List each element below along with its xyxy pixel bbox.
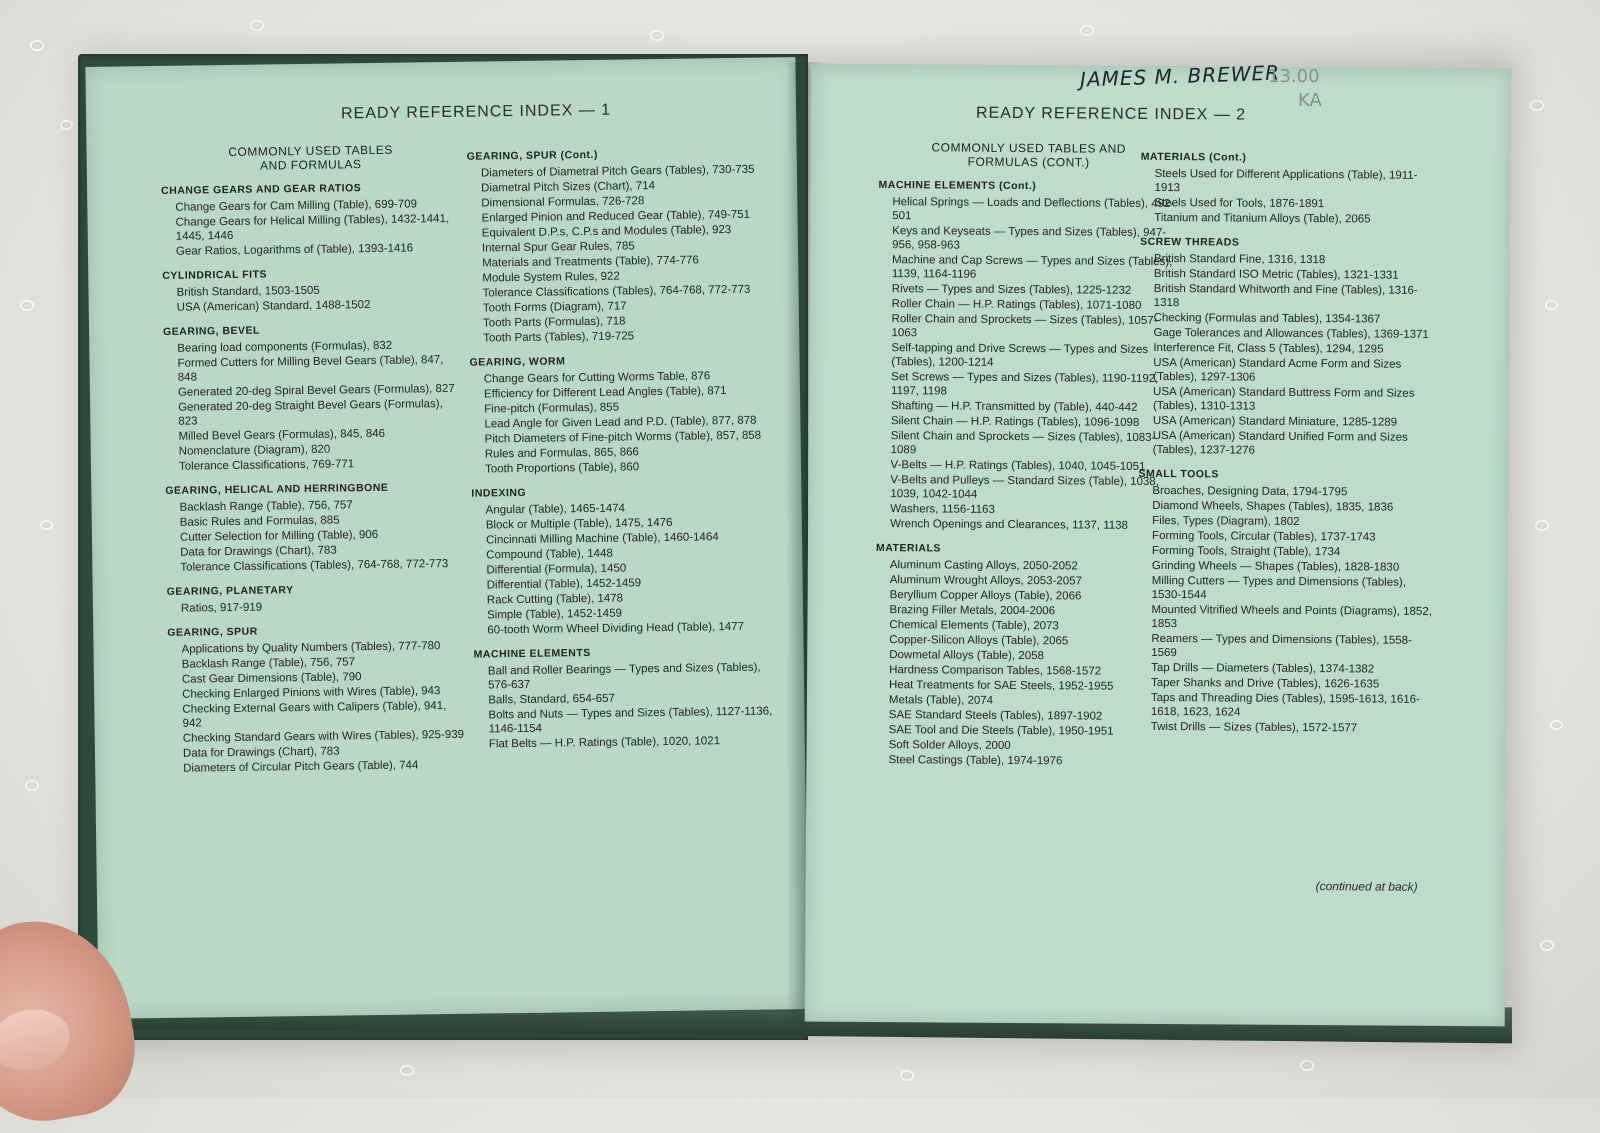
eyelet-decoration [1530, 100, 1544, 111]
index-entry: USA (American) Standard Unified Form and Sizes (Tables), 1237-1276 [1152, 429, 1408, 457]
section-heading: MACHINE ELEMENTS (Cont.) [878, 179, 1037, 193]
index-entry: Taps and Threading Dies (Tables), 1595-1613, 1616-1618, 1623, 1624 [1150, 691, 1420, 719]
index-entry: V-Belts and Pulleys — Standard Sizes (Table), 1038, 1039, 1042-1044 [890, 474, 1159, 501]
eyelet-decoration [20, 300, 34, 311]
index-entry: Diameters of Circular Pitch Gears (Table), 744 [183, 759, 419, 775]
index-entry: Diametral Pitch Sizes (Chart), 714 [481, 180, 656, 195]
section-heading: SMALL TOOLS [1138, 467, 1219, 481]
index-entry: Angular (Table), 1465-1474 [485, 502, 626, 517]
index-entry: Data for Drawings (Chart), 783 [180, 544, 337, 559]
index-entry: Forming Tools, Straight (Table), 1734 [1151, 544, 1341, 559]
index-entry: Balls, Standard, 654-657 [488, 692, 615, 707]
index-entry: Brazing Filler Metals, 2004-2006 [889, 604, 1056, 618]
index-entry: Diamond Wheels, Shapes (Tables), 1835, 1836 [1152, 499, 1394, 514]
index-entry: Dimensional Formulas, 726-728 [481, 195, 645, 210]
index-entry: Checking Standard Gears with Wires (Tables), 925-939 [182, 728, 465, 745]
eyelet-decoration [250, 20, 264, 31]
index-entry: Steels Used for Different Applications (Table), 1911-1913 [1154, 167, 1418, 195]
index-entry: Rivets — Types and Sizes (Tables), 1225-1232 [891, 283, 1132, 297]
index-entry: Tooth Parts (Tables), 719-725 [483, 330, 635, 345]
pencil-price: 13.00 [1268, 66, 1320, 87]
index-entry: Backlash Range (Table), 756, 757 [179, 499, 353, 514]
index-entry: Simple (Table), 1452-1459 [487, 607, 623, 622]
index-entry: Self-tapping and Drive Screws — Types and Sizes (Tables), 1200-1214 [891, 342, 1149, 369]
index-entry: Cincinnati Milling Machine (Table), 1460-1464 [485, 531, 719, 547]
index-entry: Pitch Diameters of Fine-pitch Worms (Table), 857, 858 [484, 429, 762, 446]
index-entry: Taper Shanks and Drive (Tables), 1626-1635 [1150, 676, 1380, 691]
index-entry: Generated 20-deg Straight Bevel Gears (Formulas), 823 [178, 398, 443, 428]
index-entry: Formed Cutters for Milling Bevel Gears (Table), 847, 848 [177, 354, 444, 384]
index-entry: Gear Ratios, Logarithms of (Table), 1393-1416 [175, 242, 414, 258]
index-entry: Internal Spur Gear Rules, 785 [481, 240, 635, 255]
index-entry: Tooth Proportions (Table), 860 [484, 461, 640, 476]
index-entry: Basic Rules and Formulas, 885 [179, 514, 340, 529]
right-page [805, 64, 1512, 1027]
index-entry: Module System Rules, 922 [482, 270, 620, 285]
eyelet-decoration [650, 30, 664, 41]
right-column-2 [1137, 140, 1441, 737]
index-entry: Metals (Table), 2074 [888, 694, 994, 707]
index-entry: Data for Drawings (Chart), 783 [182, 745, 340, 760]
index-entry: USA (American) Standard Miniature, 1285-1289 [1152, 414, 1398, 429]
index-entry: Lead Angle for Given Lead and P.D. (Table), 877, 878 [484, 414, 757, 431]
index-entry: British Standard Fine, 1316, 1318 [1153, 252, 1326, 267]
index-entry: Roller Chain and Sprockets — Sizes (Tables), 1057-1063 [891, 313, 1158, 340]
handwritten-signature: JAMES M. BREWER [1079, 60, 1281, 92]
index-entry: Helical Springs — Loads and Deflections (Tables), 492-501 [892, 196, 1175, 223]
index-entry: Silent Chain and Sprockets — Sizes (Tables), 1083-1089 [890, 430, 1156, 457]
index-entry: Shafting — H.P. Transmitted by (Table), 440-442 [890, 400, 1138, 414]
index-entry: Generated 20-deg Spiral Bevel Gears (Formulas), 827 [177, 382, 455, 399]
index-entry: Interference Fit, Class 5 (Tables), 1294, 1295 [1153, 341, 1384, 356]
index-entry: Materials and Treatments (Table), 774-776 [482, 254, 699, 270]
section-heading: MATERIALS (Cont.) [1140, 150, 1247, 164]
section-heading: GEARING, SPUR [167, 625, 258, 639]
index-entry: Wrench Openings and Clearances, 1137, 1138 [890, 518, 1129, 532]
index-entry: USA (American) Standard, 1488-1502 [176, 299, 371, 314]
index-entry: Checking Enlarged Pinions with Wires (Table), 943 [182, 685, 441, 701]
index-entry: USA (American) Standard Buttress Form and Sizes (Tables), 1310-1313 [1152, 385, 1415, 413]
index-entry: Rules and Formulas, 865, 866 [484, 446, 639, 461]
index-entry: Copper-Silicon Alloys (Table), 2065 [889, 634, 1069, 648]
index-entry: Milling Cutters — Types and Dimensions (Tables), 1530-1544 [1151, 574, 1406, 602]
index-entry: Twist Drills — Sizes (Tables), 1572-1577 [1150, 720, 1358, 735]
index-entry: Set Screws — Types and Sizes (Tables), 1190-1192, 1197, 1198 [891, 371, 1159, 398]
index-entry: Applications by Quality Numbers (Tables), 777-780 [181, 640, 441, 656]
index-entry: Tolerance Classifications (Tables), 764-768, 772-773 [180, 557, 449, 574]
index-entry: Mounted Vitrified Wheels and Points (Diagrams), 1852, 1853 [1151, 603, 1432, 631]
index-entry: Enlarged Pinion and Reduced Gear (Table), 749-751 [481, 208, 751, 225]
section-heading: MATERIALS [875, 542, 941, 555]
index-entry: Change Gears for Helical Milling (Tables), 1432-1441, 1445, 1446 [175, 212, 450, 243]
index-entry: Steels Used for Tools, 1876-1891 [1154, 196, 1325, 211]
index-entry: Equivalent D.P.s, C.P.s and Modules (Table), 923 [481, 224, 732, 240]
index-entry: Tap Drills — Diameters (Tables), 1374-1382 [1151, 661, 1375, 676]
section-heading: SCREW THREADS [1140, 235, 1240, 249]
index-entry: SAE Standard Steels (Tables), 1897-1902 [888, 709, 1103, 723]
section-heading: MACHINE ELEMENTS [473, 647, 591, 661]
index-entry: British Standard Whitworth and Fine (Tables), 1316-1318 [1153, 282, 1418, 310]
index-entry: Checking External Gears with Calipers (Table), 941, 942 [182, 700, 447, 730]
index-entry: Milled Bevel Gears (Formulas), 845, 846 [178, 427, 386, 443]
index-entry: Cast Gear Dimensions (Table), 790 [181, 671, 362, 686]
index-entry: Steel Castings (Table), 1974-1976 [888, 754, 1063, 768]
index-entry: Checking (Formulas and Tables), 1354-1367 [1153, 311, 1381, 326]
left-column-2 [466, 136, 775, 753]
index-entry: 60-tooth Worm Wheel Dividing Head (Table), 1477 [487, 620, 745, 637]
eyelet-decoration [1535, 520, 1549, 531]
index-entry: Tolerance Classifications (Tables), 764-768, 772-773 [482, 283, 751, 300]
eyelet-decoration [1080, 25, 1094, 36]
index-entry: Roller Chain — H.P. Ratings (Tables), 1071-1080 [891, 298, 1142, 312]
left-column-1 [160, 142, 469, 777]
section-heading: GEARING, SPUR (Cont.) [466, 148, 598, 163]
index-entry: Fine-pitch (Formulas), 855 [484, 401, 620, 416]
index-entry: Differential (Formula), 1450 [486, 562, 627, 577]
section-subtitle: COMMONLY USED TABLES AND FORMULAS (CONT.) [931, 140, 1127, 170]
section-heading: GEARING, BEVEL [163, 324, 261, 338]
section-heading: GEARING, PLANETARY [166, 584, 294, 598]
index-entry: Tooth Forms (Diagram), 717 [482, 300, 627, 315]
eyelet-decoration [60, 120, 73, 130]
index-entry: Differential (Table), 1452-1459 [486, 577, 642, 592]
index-entry: Change Gears for Cam Milling (Table), 699-709 [175, 198, 418, 214]
eyelet-decoration [1550, 720, 1563, 730]
eyelet-decoration [25, 780, 39, 791]
index-entry: British Standard ISO Metric (Tables), 1321-1331 [1153, 267, 1399, 282]
index-entry: Rack Cutting (Table), 1478 [486, 592, 624, 607]
index-entry: Compound (Table), 1448 [486, 547, 613, 562]
index-entry: Aluminum Casting Alloys, 2050-2052 [889, 559, 1078, 573]
index-entry: Bolts and Nuts — Types and Sizes (Tables), 1127-1136, 1146-1154 [488, 705, 773, 736]
pencil-initials: KA [1298, 90, 1322, 111]
index-entry: Dowmetal Alloys (Table), 2058 [889, 649, 1044, 663]
index-entry: Hardness Comparison Tables, 1568-1572 [889, 664, 1102, 678]
section-heading: INDEXING [471, 486, 527, 500]
left-page-title: READY REFERENCE INDEX — 1 [340, 101, 612, 123]
index-entry: Keys and Keyseats — Types and Sizes (Tables), 947-956, 958-963 [892, 225, 1167, 252]
index-entry: V-Belts — H.P. Ratings (Tables), 1040, 1045-1051 [890, 459, 1146, 473]
index-entry: Tolerance Classifications, 769-771 [178, 458, 355, 473]
index-entry: Efficiency for Different Lead Angles (Table), 871 [483, 385, 727, 401]
continued-note: (continued at back) [1315, 879, 1418, 894]
section-heading: CHANGE GEARS AND GEAR RATIOS [161, 182, 362, 197]
right-page-title: READY REFERENCE INDEX — 2 [975, 104, 1247, 124]
index-entry: Block or Multiple (Table), 1475, 1476 [485, 516, 673, 532]
index-entry: Change Gears for Cutting Worms Table, 876 [483, 370, 711, 386]
section-heading: GEARING, WORM [469, 355, 566, 369]
index-entry: Backlash Range (Table), 756, 757 [181, 656, 356, 671]
section-subtitle: COMMONLY USED TABLES AND FORMULAS [228, 142, 393, 173]
eyelet-decoration [400, 1065, 414, 1076]
index-entry: Cutter Selection for Milling (Table), 906 [179, 528, 379, 544]
index-entry: Diameters of Diametral Pitch Gears (Tables), 730-735 [480, 163, 755, 180]
index-entry: Heat Treatments for SAE Steels, 1952-1955 [888, 679, 1114, 693]
right-column-1 [874, 140, 1178, 770]
index-entry: Ball and Roller Bearings — Types and Sizes (Tables), 576-637 [487, 661, 761, 692]
eyelet-decoration [1540, 940, 1554, 951]
index-entry: SAE Tool and Die Steels (Table), 1950-1951 [888, 724, 1114, 738]
index-entry: Broaches, Designing Data, 1794-1795 [1152, 484, 1348, 499]
index-entry: Beryllium Copper Alloys (Table), 2066 [889, 589, 1082, 603]
eyelet-decoration [40, 520, 53, 530]
index-entry: Forming Tools, Circular (Tables), 1737-1743 [1152, 529, 1376, 544]
index-entry: Gage Tolerances and Allowances (Tables), 1369-1371 [1153, 326, 1429, 341]
index-entry: Machine and Cap Screws — Types and Sizes (Tables), 1139, 1164-1196 [891, 254, 1173, 281]
index-entry: Flat Belts — H.P. Ratings (Table), 1020, 1021 [488, 735, 721, 751]
index-entry: Aluminum Wrought Alloys, 2053-2057 [889, 574, 1082, 588]
index-entry: USA (American) Standard Acme Form and Sizes (Tables), 1297-1306 [1153, 356, 1402, 384]
index-entry: Reamers — Types and Dimensions (Tables), 1558-1569 [1151, 632, 1412, 660]
index-entry: Silent Chain — H.P. Ratings (Tables), 1096-1098 [890, 415, 1140, 429]
index-entry: Chemical Elements (Table), 2073 [889, 619, 1059, 633]
index-entry: Titanium and Titanium Alloys (Table), 2065 [1154, 211, 1371, 226]
index-entry: Grinding Wheels — Shapes (Tables), 1828-1830 [1151, 559, 1400, 574]
index-entry: Bearing load components (Formulas), 832 [177, 339, 393, 355]
index-entry: Tooth Parts (Formulas), 718 [482, 315, 626, 330]
section-heading: CYLINDRICAL FITS [162, 268, 268, 282]
index-entry: Washers, 1156-1163 [890, 503, 995, 516]
index-entry: Ratios, 917-919 [180, 601, 263, 615]
index-entry: Files, Types (Diagram), 1802 [1152, 514, 1300, 528]
section-heading: GEARING, HELICAL AND HERRINGBONE [165, 481, 389, 497]
eyelet-decoration [900, 1070, 914, 1081]
index-entry: British Standard, 1503-1505 [176, 284, 320, 299]
eyelet-decoration [30, 40, 44, 51]
eyelet-decoration [1545, 300, 1558, 310]
index-entry: Soft Solder Alloys, 2000 [888, 739, 1011, 752]
left-page [85, 57, 808, 1019]
eyelet-decoration [1300, 1060, 1314, 1071]
index-entry: Nomenclature (Diagram), 820 [178, 443, 331, 458]
